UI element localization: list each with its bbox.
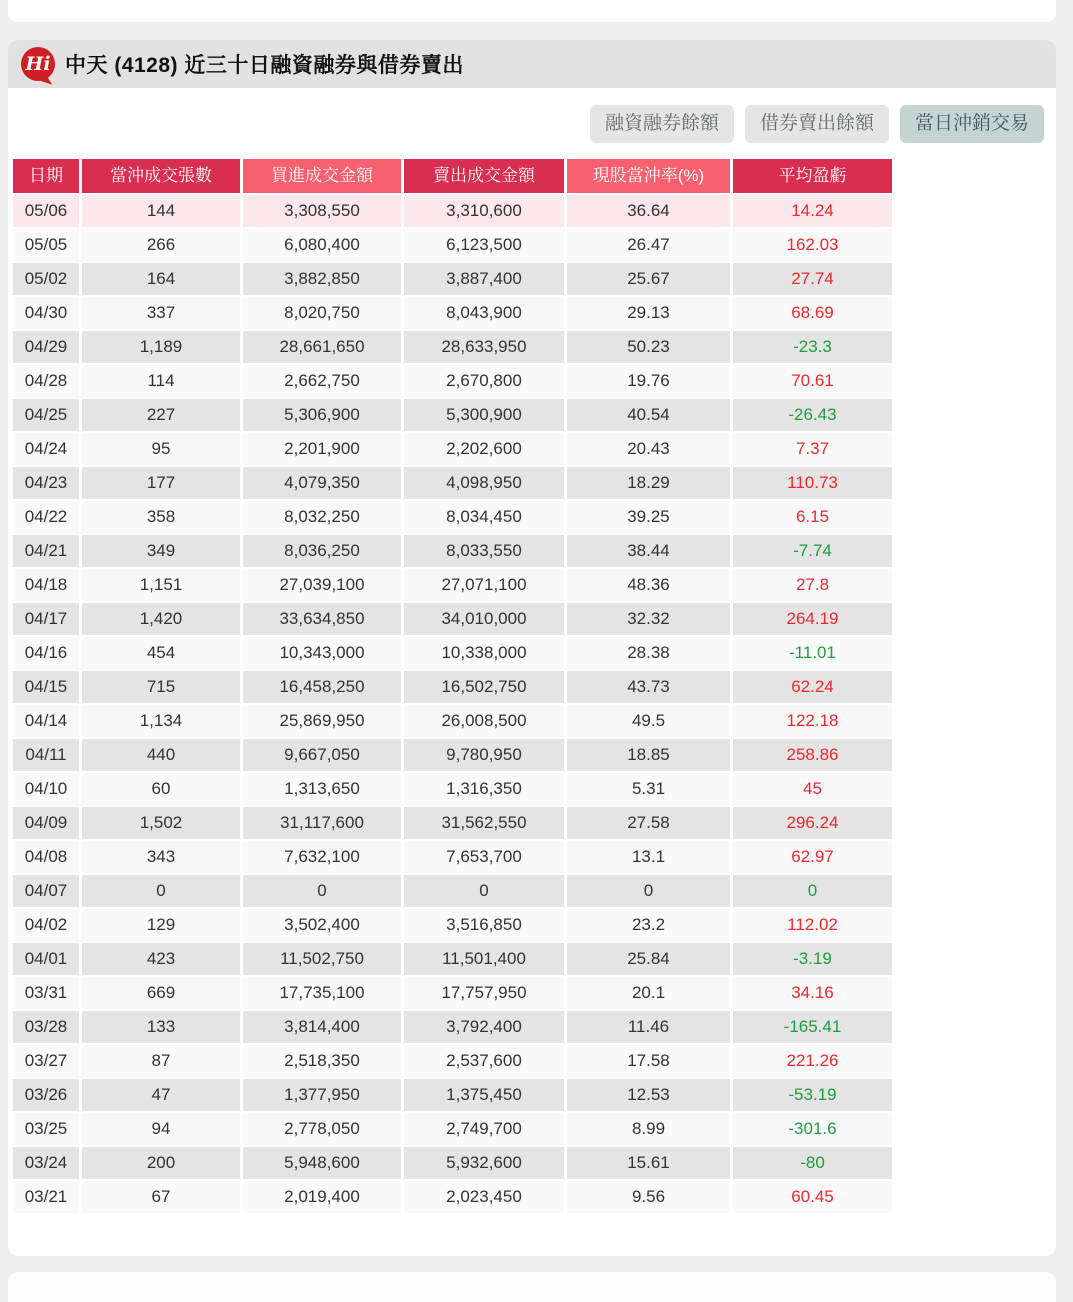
cell-lots: 95 xyxy=(82,433,240,465)
table-row xyxy=(13,365,892,397)
cell-rate: 43.73 xyxy=(567,671,730,703)
table-row xyxy=(13,535,892,567)
page-title: 中天 (4128) 近三十日融資融券與借券賣出 xyxy=(65,54,464,77)
cell-buy: 31,117,600 xyxy=(243,807,401,839)
cell-buy: 7,632,100 xyxy=(243,841,401,873)
cell-rate: 18.85 xyxy=(567,739,730,771)
cell-buy: 10,343,000 xyxy=(243,637,401,669)
cell-pnl: -3.19 xyxy=(733,943,892,975)
cell-pnl: -165.41 xyxy=(733,1011,892,1043)
cell-buy: 4,079,350 xyxy=(243,467,401,499)
cell-rate: 40.54 xyxy=(567,399,730,431)
table-row xyxy=(13,875,892,907)
cell-date: 04/10 xyxy=(13,773,79,805)
cell-rate: 27.58 xyxy=(567,807,730,839)
cell-sell: 27,071,100 xyxy=(404,569,564,601)
previous-card-bottom xyxy=(8,0,1056,22)
cell-pnl: 110.73 xyxy=(733,467,892,499)
table-header-row xyxy=(13,159,892,193)
cell-pnl: 62.24 xyxy=(733,671,892,703)
cell-lots: 266 xyxy=(82,229,240,261)
cell-lots: 133 xyxy=(82,1011,240,1043)
cell-lots: 715 xyxy=(82,671,240,703)
cell-lots: 358 xyxy=(82,501,240,533)
cell-buy: 3,814,400 xyxy=(243,1011,401,1043)
cell-buy: 16,458,250 xyxy=(243,671,401,703)
cell-date: 04/14 xyxy=(13,705,79,737)
table-row xyxy=(13,1147,892,1179)
cell-pnl: 264.19 xyxy=(733,603,892,635)
cell-rate: 19.76 xyxy=(567,365,730,397)
cell-lots: 47 xyxy=(82,1079,240,1111)
cell-rate: 29.13 xyxy=(567,297,730,329)
cell-sell: 0 xyxy=(404,875,564,907)
cell-buy: 17,735,100 xyxy=(243,977,401,1009)
cell-lots: 0 xyxy=(82,875,240,907)
cell-buy: 9,667,050 xyxy=(243,739,401,771)
cell-lots: 1,151 xyxy=(82,569,240,601)
cell-buy: 28,661,650 xyxy=(243,331,401,363)
cell-pnl: 6.15 xyxy=(733,501,892,533)
table-row xyxy=(13,841,892,873)
cell-sell: 2,023,450 xyxy=(404,1181,564,1213)
cell-pnl: -7.74 xyxy=(733,535,892,567)
cell-sell: 4,098,950 xyxy=(404,467,564,499)
cell-date: 04/02 xyxy=(13,909,79,941)
cell-rate: 50.23 xyxy=(567,331,730,363)
column-header-2: 買進成交金額 xyxy=(243,159,401,193)
cell-pnl: 60.45 xyxy=(733,1181,892,1213)
cell-date: 04/28 xyxy=(13,365,79,397)
cell-lots: 1,502 xyxy=(82,807,240,839)
cell-lots: 337 xyxy=(82,297,240,329)
cell-lots: 144 xyxy=(82,195,240,227)
cell-rate: 15.61 xyxy=(567,1147,730,1179)
cell-date: 04/21 xyxy=(13,535,79,567)
cell-lots: 87 xyxy=(82,1045,240,1077)
cell-pnl: 62.97 xyxy=(733,841,892,873)
cell-sell: 28,633,950 xyxy=(404,331,564,363)
cell-sell: 3,310,600 xyxy=(404,195,564,227)
cell-buy: 1,313,650 xyxy=(243,773,401,805)
cell-pnl: 112.02 xyxy=(733,909,892,941)
column-header-1: 當沖成交張數 xyxy=(82,159,240,193)
cell-date: 04/17 xyxy=(13,603,79,635)
cell-rate: 17.58 xyxy=(567,1045,730,1077)
cell-date: 04/23 xyxy=(13,467,79,499)
cell-buy: 8,036,250 xyxy=(243,535,401,567)
cell-pnl: -53.19 xyxy=(733,1079,892,1111)
cell-buy: 2,019,400 xyxy=(243,1181,401,1213)
cell-sell: 8,033,550 xyxy=(404,535,564,567)
cell-pnl: 0 xyxy=(733,875,892,907)
cell-date: 03/28 xyxy=(13,1011,79,1043)
tab-button-row xyxy=(8,88,1056,157)
cell-buy: 8,032,250 xyxy=(243,501,401,533)
table-row xyxy=(13,671,892,703)
cell-buy: 27,039,100 xyxy=(243,569,401,601)
cell-lots: 1,134 xyxy=(82,705,240,737)
table-row xyxy=(13,603,892,635)
cell-date: 04/24 xyxy=(13,433,79,465)
cell-date: 04/29 xyxy=(13,331,79,363)
table-row xyxy=(13,1011,892,1043)
table-row xyxy=(13,1181,892,1213)
cell-date: 03/24 xyxy=(13,1147,79,1179)
cell-pnl: 162.03 xyxy=(733,229,892,261)
cell-buy: 5,948,600 xyxy=(243,1147,401,1179)
cell-lots: 60 xyxy=(82,773,240,805)
cell-date: 04/11 xyxy=(13,739,79,771)
cell-lots: 669 xyxy=(82,977,240,1009)
cell-date: 03/21 xyxy=(13,1181,79,1213)
cell-lots: 94 xyxy=(82,1113,240,1145)
card-titlebar xyxy=(8,40,1056,88)
table-row xyxy=(13,467,892,499)
cell-sell: 1,316,350 xyxy=(404,773,564,805)
hi-speech-bubble-logo-icon: Hi xyxy=(21,47,55,81)
cell-sell: 3,792,400 xyxy=(404,1011,564,1043)
cell-pnl: 258.86 xyxy=(733,739,892,771)
cell-lots: 200 xyxy=(82,1147,240,1179)
cell-lots: 164 xyxy=(82,263,240,295)
table-row xyxy=(13,263,892,295)
cell-pnl: -26.43 xyxy=(733,399,892,431)
cell-rate: 23.2 xyxy=(567,909,730,941)
table-row xyxy=(13,1113,892,1145)
cell-lots: 343 xyxy=(82,841,240,873)
cell-rate: 26.47 xyxy=(567,229,730,261)
cell-sell: 16,502,750 xyxy=(404,671,564,703)
cell-rate: 20.43 xyxy=(567,433,730,465)
table-row xyxy=(13,773,892,805)
table-row xyxy=(13,705,892,737)
cell-lots: 454 xyxy=(82,637,240,669)
column-header-4: 現股當沖率(%) xyxy=(567,159,730,193)
cell-rate: 38.44 xyxy=(567,535,730,567)
table-row xyxy=(13,909,892,941)
cell-sell: 31,562,550 xyxy=(404,807,564,839)
cell-pnl: 296.24 xyxy=(733,807,892,839)
cell-rate: 13.1 xyxy=(567,841,730,873)
cell-date: 05/06 xyxy=(13,195,79,227)
table-row xyxy=(13,569,892,601)
cell-sell: 5,932,600 xyxy=(404,1147,564,1179)
cell-date: 03/31 xyxy=(13,977,79,1009)
table-row xyxy=(13,195,892,227)
cell-sell: 34,010,000 xyxy=(404,603,564,635)
cell-sell: 11,501,400 xyxy=(404,943,564,975)
cell-date: 04/16 xyxy=(13,637,79,669)
table-row xyxy=(13,1079,892,1111)
cell-buy: 2,662,750 xyxy=(243,365,401,397)
table-row xyxy=(13,433,892,465)
cell-date: 04/18 xyxy=(13,569,79,601)
cell-lots: 67 xyxy=(82,1181,240,1213)
tab-day-trading[interactable]: 當日沖銷交易 xyxy=(900,105,1044,143)
cell-rate: 11.46 xyxy=(567,1011,730,1043)
cell-pnl: 221.26 xyxy=(733,1045,892,1077)
table-row xyxy=(13,637,892,669)
cell-rate: 25.67 xyxy=(567,263,730,295)
column-header-3: 賣出成交金額 xyxy=(404,159,564,193)
cell-date: 03/27 xyxy=(13,1045,79,1077)
day-trading-card xyxy=(8,40,1056,1256)
cell-lots: 423 xyxy=(82,943,240,975)
cell-pnl: -23.3 xyxy=(733,331,892,363)
card-body xyxy=(8,88,1056,1215)
cell-rate: 12.53 xyxy=(567,1079,730,1111)
cell-sell: 3,887,400 xyxy=(404,263,564,295)
cell-date: 04/09 xyxy=(13,807,79,839)
cell-sell: 2,202,600 xyxy=(404,433,564,465)
cell-sell: 8,034,450 xyxy=(404,501,564,533)
cell-lots: 349 xyxy=(82,535,240,567)
cell-date: 04/08 xyxy=(13,841,79,873)
tab-securities-lending-balance[interactable]: 借券賣出餘額 xyxy=(745,105,889,143)
table-row xyxy=(13,807,892,839)
tab-margin-balance[interactable]: 融資融券餘額 xyxy=(590,105,734,143)
cell-pnl: 14.24 xyxy=(733,195,892,227)
cell-lots: 1,420 xyxy=(82,603,240,635)
cell-buy: 0 xyxy=(243,875,401,907)
cell-sell: 10,338,000 xyxy=(404,637,564,669)
cell-pnl: -80 xyxy=(733,1147,892,1179)
cell-pnl: 7.37 xyxy=(733,433,892,465)
cell-rate: 48.36 xyxy=(567,569,730,601)
cell-lots: 1,189 xyxy=(82,331,240,363)
cell-rate: 20.1 xyxy=(567,977,730,1009)
cell-date: 04/22 xyxy=(13,501,79,533)
cell-sell: 2,749,700 xyxy=(404,1113,564,1145)
cell-sell: 2,537,600 xyxy=(404,1045,564,1077)
cell-buy: 5,306,900 xyxy=(243,399,401,431)
cell-buy: 6,080,400 xyxy=(243,229,401,261)
cell-sell: 5,300,900 xyxy=(404,399,564,431)
cell-buy: 3,502,400 xyxy=(243,909,401,941)
cell-sell: 3,516,850 xyxy=(404,909,564,941)
cell-pnl: -301.6 xyxy=(733,1113,892,1145)
cell-sell: 9,780,950 xyxy=(404,739,564,771)
table-row xyxy=(13,229,892,261)
cell-rate: 36.64 xyxy=(567,195,730,227)
next-card-top xyxy=(8,1272,1056,1302)
cell-date: 04/30 xyxy=(13,297,79,329)
cell-rate: 28.38 xyxy=(567,637,730,669)
cell-sell: 26,008,500 xyxy=(404,705,564,737)
cell-pnl: 68.69 xyxy=(733,297,892,329)
cell-buy: 2,518,350 xyxy=(243,1045,401,1077)
cell-date: 04/15 xyxy=(13,671,79,703)
cell-lots: 129 xyxy=(82,909,240,941)
cell-rate: 25.84 xyxy=(567,943,730,975)
cell-sell: 1,375,450 xyxy=(404,1079,564,1111)
cell-lots: 177 xyxy=(82,467,240,499)
table-row xyxy=(13,977,892,1009)
cell-date: 05/02 xyxy=(13,263,79,295)
cell-pnl: -11.01 xyxy=(733,637,892,669)
cell-pnl: 45 xyxy=(733,773,892,805)
table-row xyxy=(13,943,892,975)
table-row xyxy=(13,739,892,771)
cell-buy: 8,020,750 xyxy=(243,297,401,329)
cell-buy: 3,882,850 xyxy=(243,263,401,295)
cell-date: 03/26 xyxy=(13,1079,79,1111)
column-header-5: 平均盈虧 xyxy=(733,159,892,193)
cell-sell: 7,653,700 xyxy=(404,841,564,873)
table-row xyxy=(13,1045,892,1077)
table-row xyxy=(13,399,892,431)
cell-pnl: 34.16 xyxy=(733,977,892,1009)
cell-buy: 3,308,550 xyxy=(243,195,401,227)
cell-date: 05/05 xyxy=(13,229,79,261)
cell-rate: 18.29 xyxy=(567,467,730,499)
cell-date: 04/01 xyxy=(13,943,79,975)
cell-rate: 9.56 xyxy=(567,1181,730,1213)
table-row xyxy=(13,297,892,329)
cell-pnl: 122.18 xyxy=(733,705,892,737)
cell-date: 04/25 xyxy=(13,399,79,431)
column-header-0: 日期 xyxy=(13,159,79,193)
cell-pnl: 27.8 xyxy=(733,569,892,601)
cell-sell: 2,670,800 xyxy=(404,365,564,397)
day-trading-table xyxy=(10,157,895,1215)
cell-lots: 227 xyxy=(82,399,240,431)
cell-buy: 2,778,050 xyxy=(243,1113,401,1145)
cell-date: 04/07 xyxy=(13,875,79,907)
table-row xyxy=(13,501,892,533)
cell-buy: 2,201,900 xyxy=(243,433,401,465)
cell-sell: 6,123,500 xyxy=(404,229,564,261)
cell-date: 03/25 xyxy=(13,1113,79,1145)
cell-rate: 5.31 xyxy=(567,773,730,805)
cell-lots: 440 xyxy=(82,739,240,771)
cell-sell: 8,043,900 xyxy=(404,297,564,329)
cell-pnl: 27.74 xyxy=(733,263,892,295)
cell-lots: 114 xyxy=(82,365,240,397)
table-row xyxy=(13,331,892,363)
cell-sell: 17,757,950 xyxy=(404,977,564,1009)
cell-pnl: 70.61 xyxy=(733,365,892,397)
cell-rate: 32.32 xyxy=(567,603,730,635)
cell-rate: 49.5 xyxy=(567,705,730,737)
cell-rate: 39.25 xyxy=(567,501,730,533)
cell-rate: 8.99 xyxy=(567,1113,730,1145)
cell-buy: 11,502,750 xyxy=(243,943,401,975)
cell-buy: 33,634,850 xyxy=(243,603,401,635)
cell-buy: 25,869,950 xyxy=(243,705,401,737)
cell-buy: 1,377,950 xyxy=(243,1079,401,1111)
cell-rate: 0 xyxy=(567,875,730,907)
